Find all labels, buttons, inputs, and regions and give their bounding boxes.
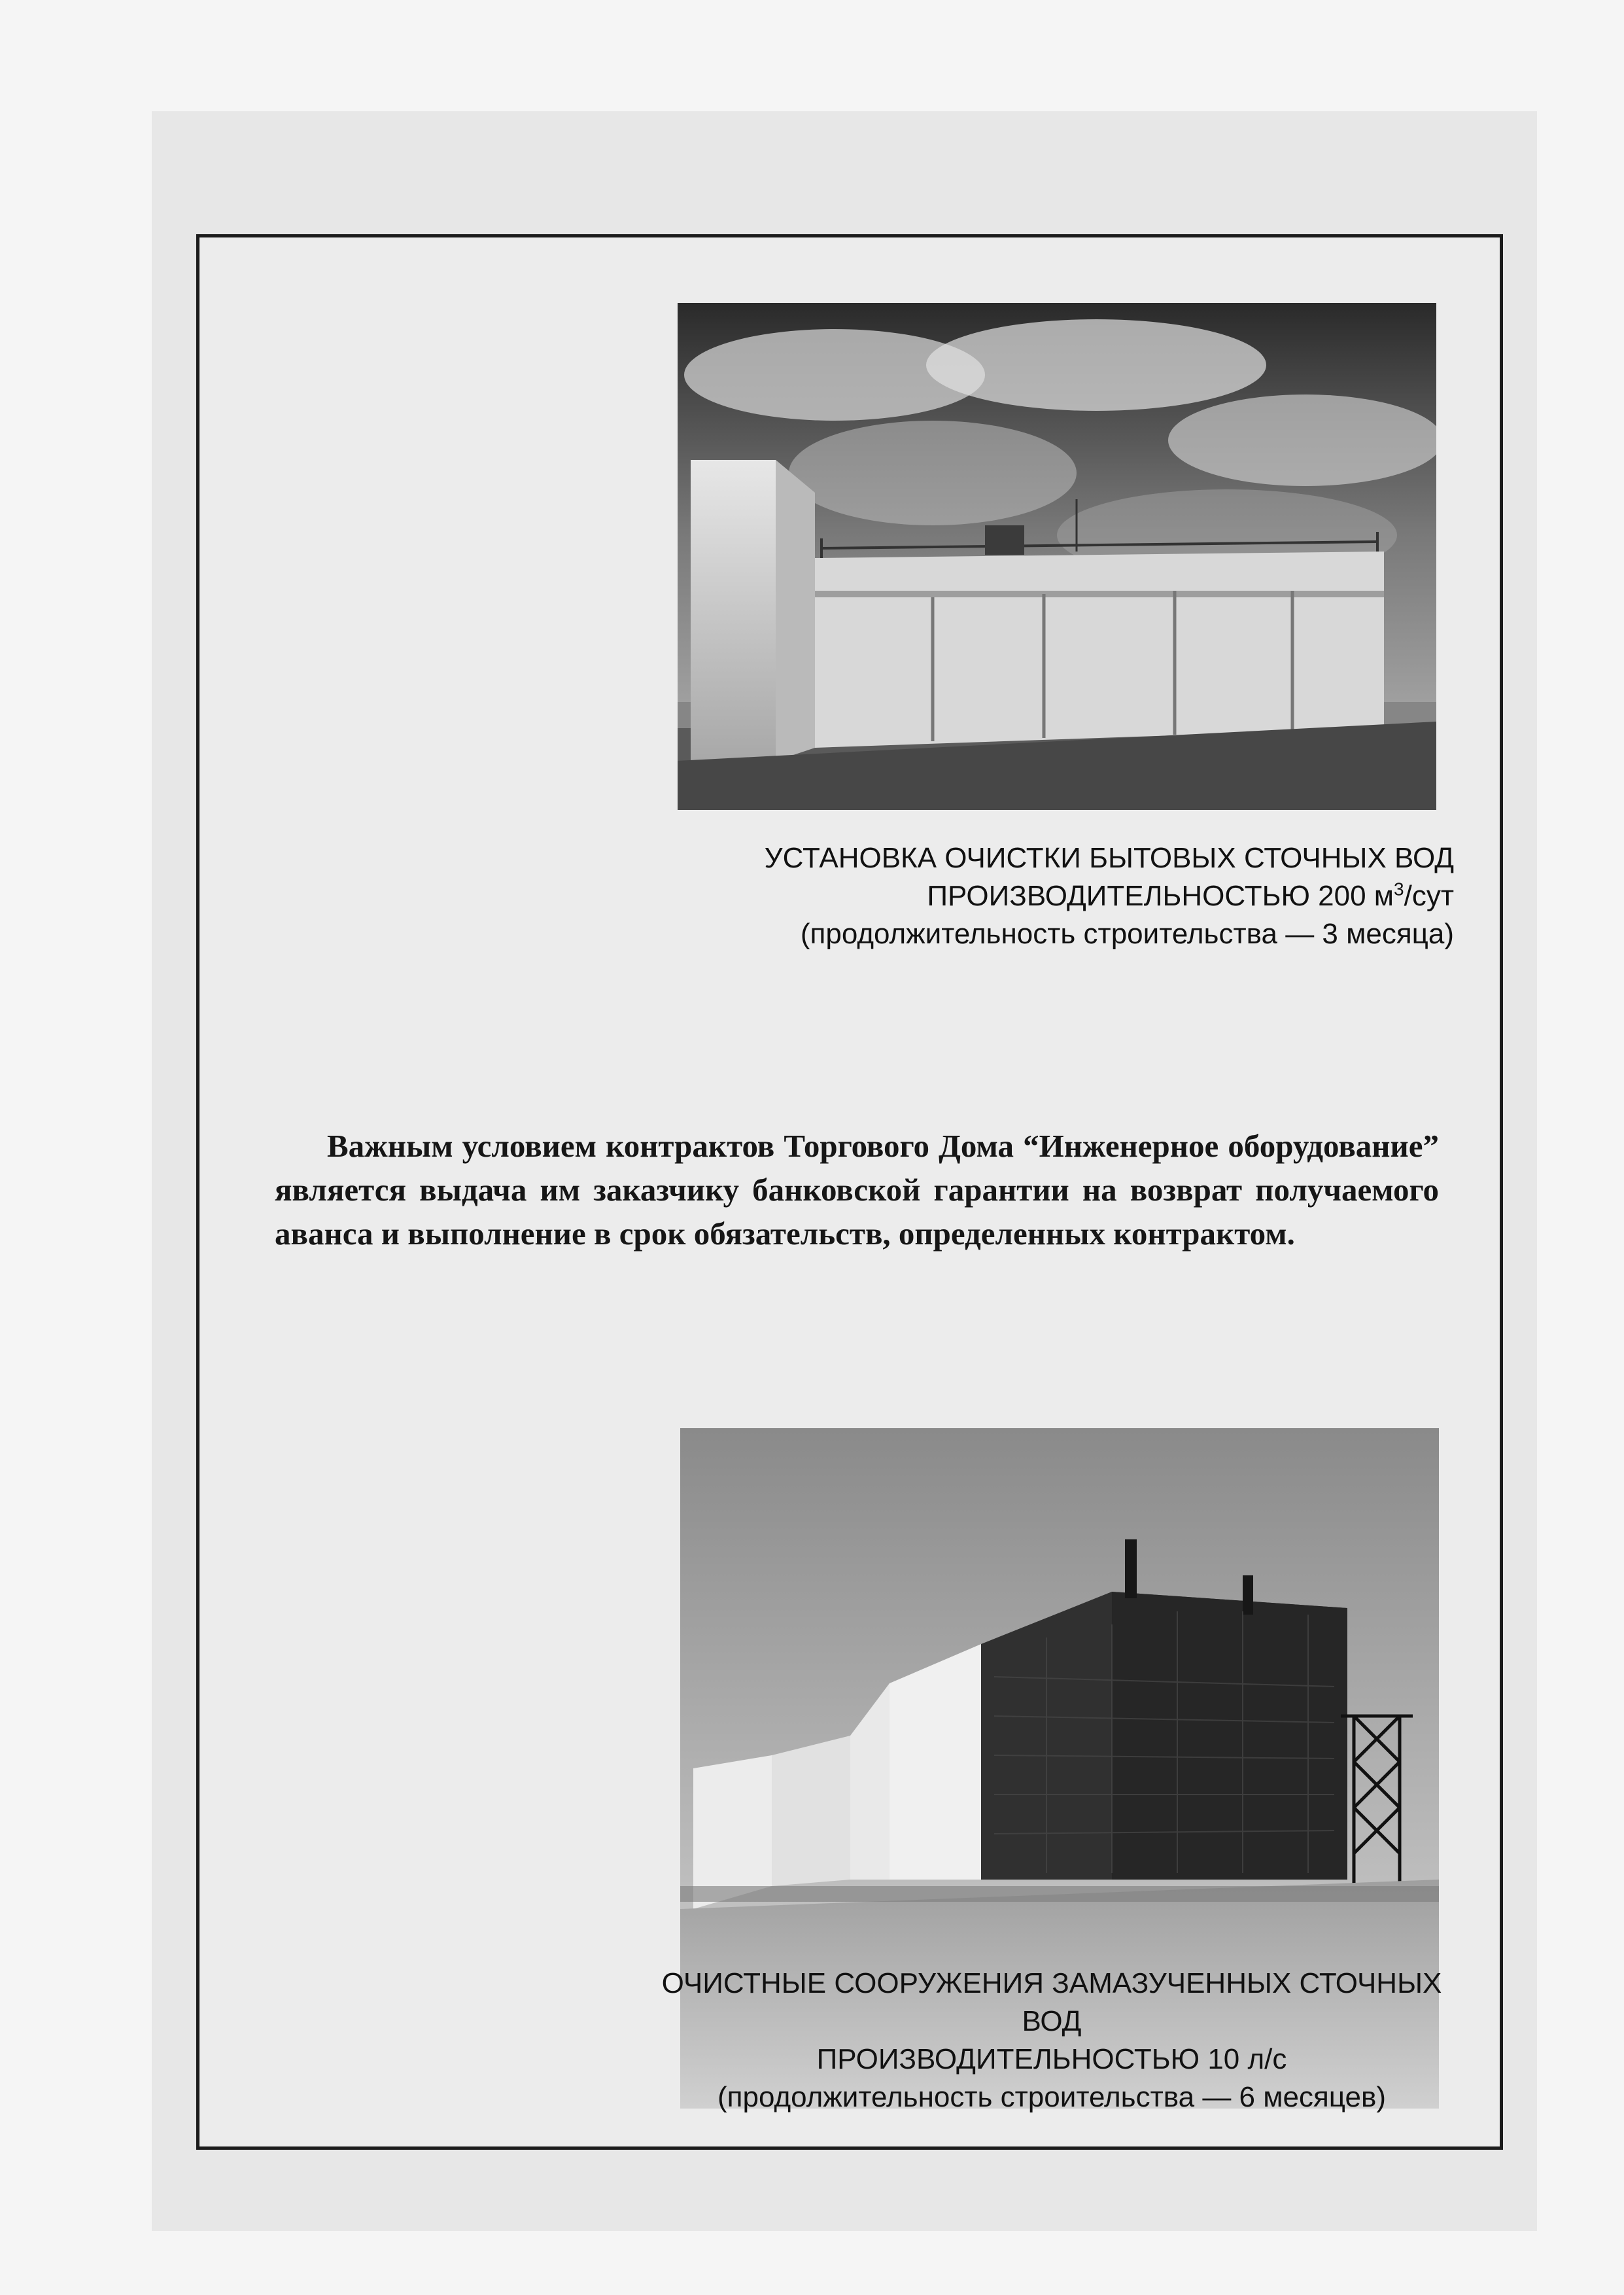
top-caption-duration: (продолжительность строительства — 3 месяца) bbox=[800, 918, 1454, 950]
top-caption-capacity bbox=[669, 877, 1454, 915]
top-caption-title: УСТАНОВКА ОЧИСТКИ БЫТОВЫХ СТОЧНЫХ ВОД bbox=[764, 842, 1454, 874]
bottom-photo-caption bbox=[627, 1965, 1477, 2116]
top-caption-unit: /сут bbox=[1404, 880, 1454, 912]
bottom-caption-title-continued: ВОД bbox=[1022, 2005, 1082, 2037]
top-caption-capacity-value: ПРОИЗВОДИТЕЛЬНОСТЬЮ 200 м bbox=[927, 880, 1394, 912]
bottom-caption-title: ОЧИСТНЫЕ СООРУЖЕНИЯ ЗАМАЗУЧЕННЫХ СТОЧНЫХ bbox=[661, 1967, 1442, 1999]
top-caption-superscript: 3 bbox=[1394, 879, 1404, 900]
page-frame bbox=[196, 234, 1503, 2150]
bottom-caption-duration: (продолжительность строительства — 6 месяцев) bbox=[717, 2081, 1386, 2113]
contract-conditions-paragraph: Важным условием контрактов Торгового Дома “Инженерное оборудование” является выдача им заказчику банковской гарантии на возврат получаемого аванса и выполнение в срок обязательств, определенных контрактом. bbox=[275, 1128, 1439, 1252]
treatment-plant-photo bbox=[678, 303, 1436, 810]
top-photo-caption bbox=[669, 839, 1454, 953]
bottom-caption-capacity: ПРОИЗВОДИТЕЛЬНОСТЬЮ 10 л/с bbox=[816, 2043, 1287, 2075]
